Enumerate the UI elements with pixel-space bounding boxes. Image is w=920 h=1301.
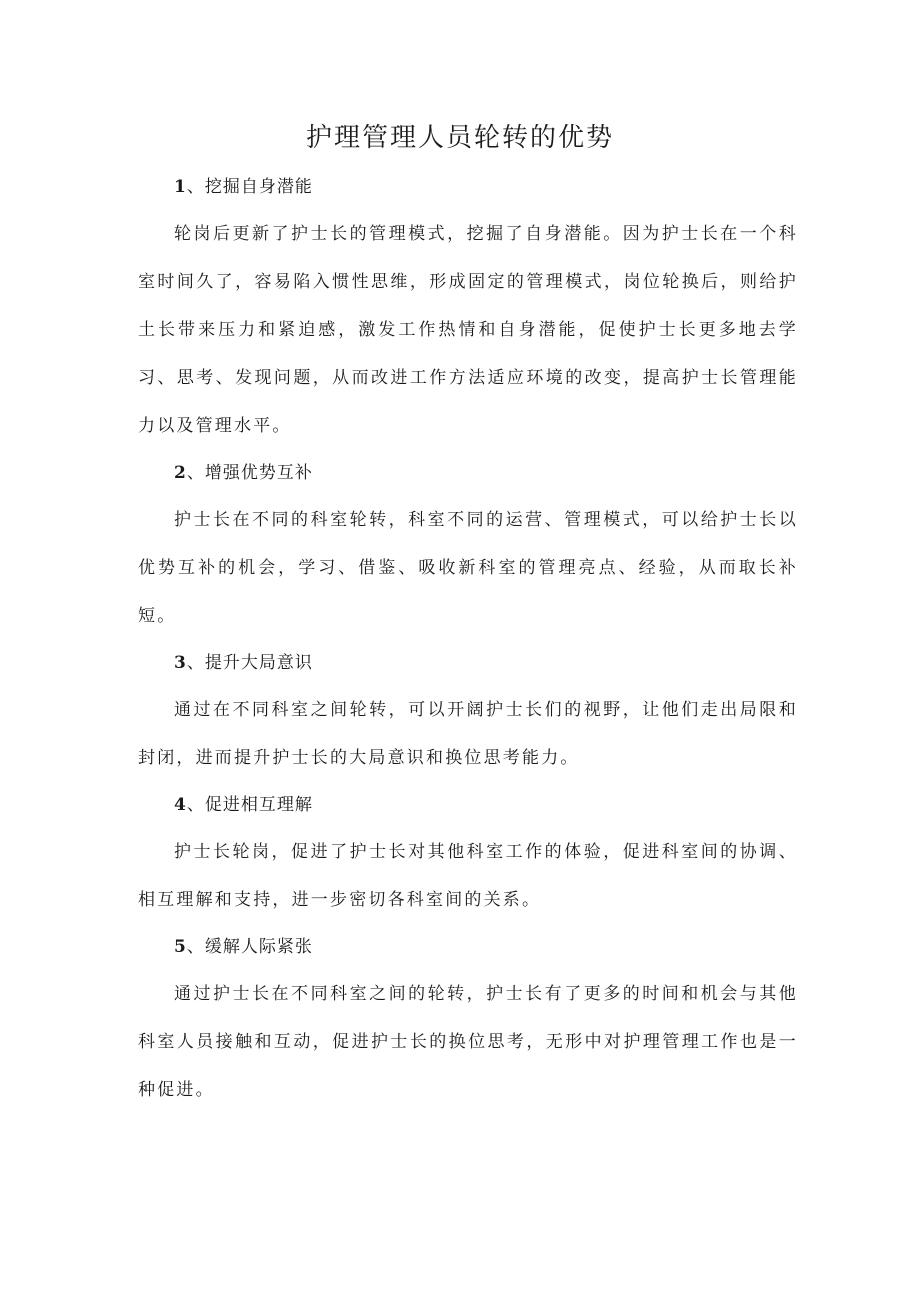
section-1: [138, 164, 798, 450]
section-heading: [138, 164, 798, 210]
section-paragraph: 通过护士长在不同科室之间的轮转，护士长有了更多的时间和机会与其他科室人员接触和互动，促进护士长的换位思考，无形中对护理管理工作也是一种促进。: [138, 984, 798, 1100]
section-title: 增强优势互补: [204, 463, 313, 483]
section-heading: [138, 924, 798, 970]
section-separator: 、: [186, 177, 205, 197]
section-paragraph: 护士长在不同的科室轮转，科室不同的运营、管理模式，可以给护士长以优势互补的机会，学习、借鉴、吸收新科室的管理亮点、经验，从而取长补短。: [138, 510, 798, 626]
page-title: 护理管理人员轮转的优势: [305, 123, 614, 153]
section-2: [138, 450, 798, 640]
section-number: 5: [174, 937, 187, 957]
document-body: [138, 164, 798, 1114]
section-4: [138, 782, 798, 924]
section-separator: 、: [186, 653, 205, 673]
section-heading: [138, 782, 798, 828]
section-3: [138, 640, 798, 782]
section-5: [138, 924, 798, 1114]
section-heading: [138, 450, 798, 496]
section-number: 1: [174, 177, 187, 197]
section-paragraph: 护士长轮岗，促进了护士长对其他科室工作的体验，促进科室间的协调、相互理解和支持，进一步密切各科室间的关系。: [138, 842, 798, 910]
section-separator: 、: [186, 937, 205, 957]
section-separator: 、: [186, 795, 205, 815]
section-paragraph: 轮岗后更新了护士长的管理模式，挖掘了自身潜能。因为护士长在一个科室时间久了，容易陷入惯性思维，形成固定的管理模式，岗位轮换后，则给护土长带来压力和紧迫感，激发工作热情和自身潜能，促使护士长更多地去学习、思考、发现问题，从而改进工作方法适应环境的改变，提高护士长管理能力以及管理水平。: [138, 224, 798, 436]
section-title: 提升大局意识: [204, 653, 313, 673]
section-number: 4: [174, 795, 187, 815]
section-number: 3: [174, 653, 187, 673]
section-title: 促进相互理解: [204, 795, 313, 815]
section-title: 挖掘自身潜能: [204, 177, 313, 197]
section-heading: [138, 640, 798, 686]
section-paragraph: 通过在不同科室之间轮转，可以开阔护士长们的视野，让他们走出局限和封闭，进而提升护士长的大局意识和换位思考能力。: [138, 700, 798, 768]
section-separator: 、: [186, 463, 205, 483]
section-number: 2: [174, 463, 187, 483]
section-title: 缓解人际紧张: [204, 937, 313, 957]
